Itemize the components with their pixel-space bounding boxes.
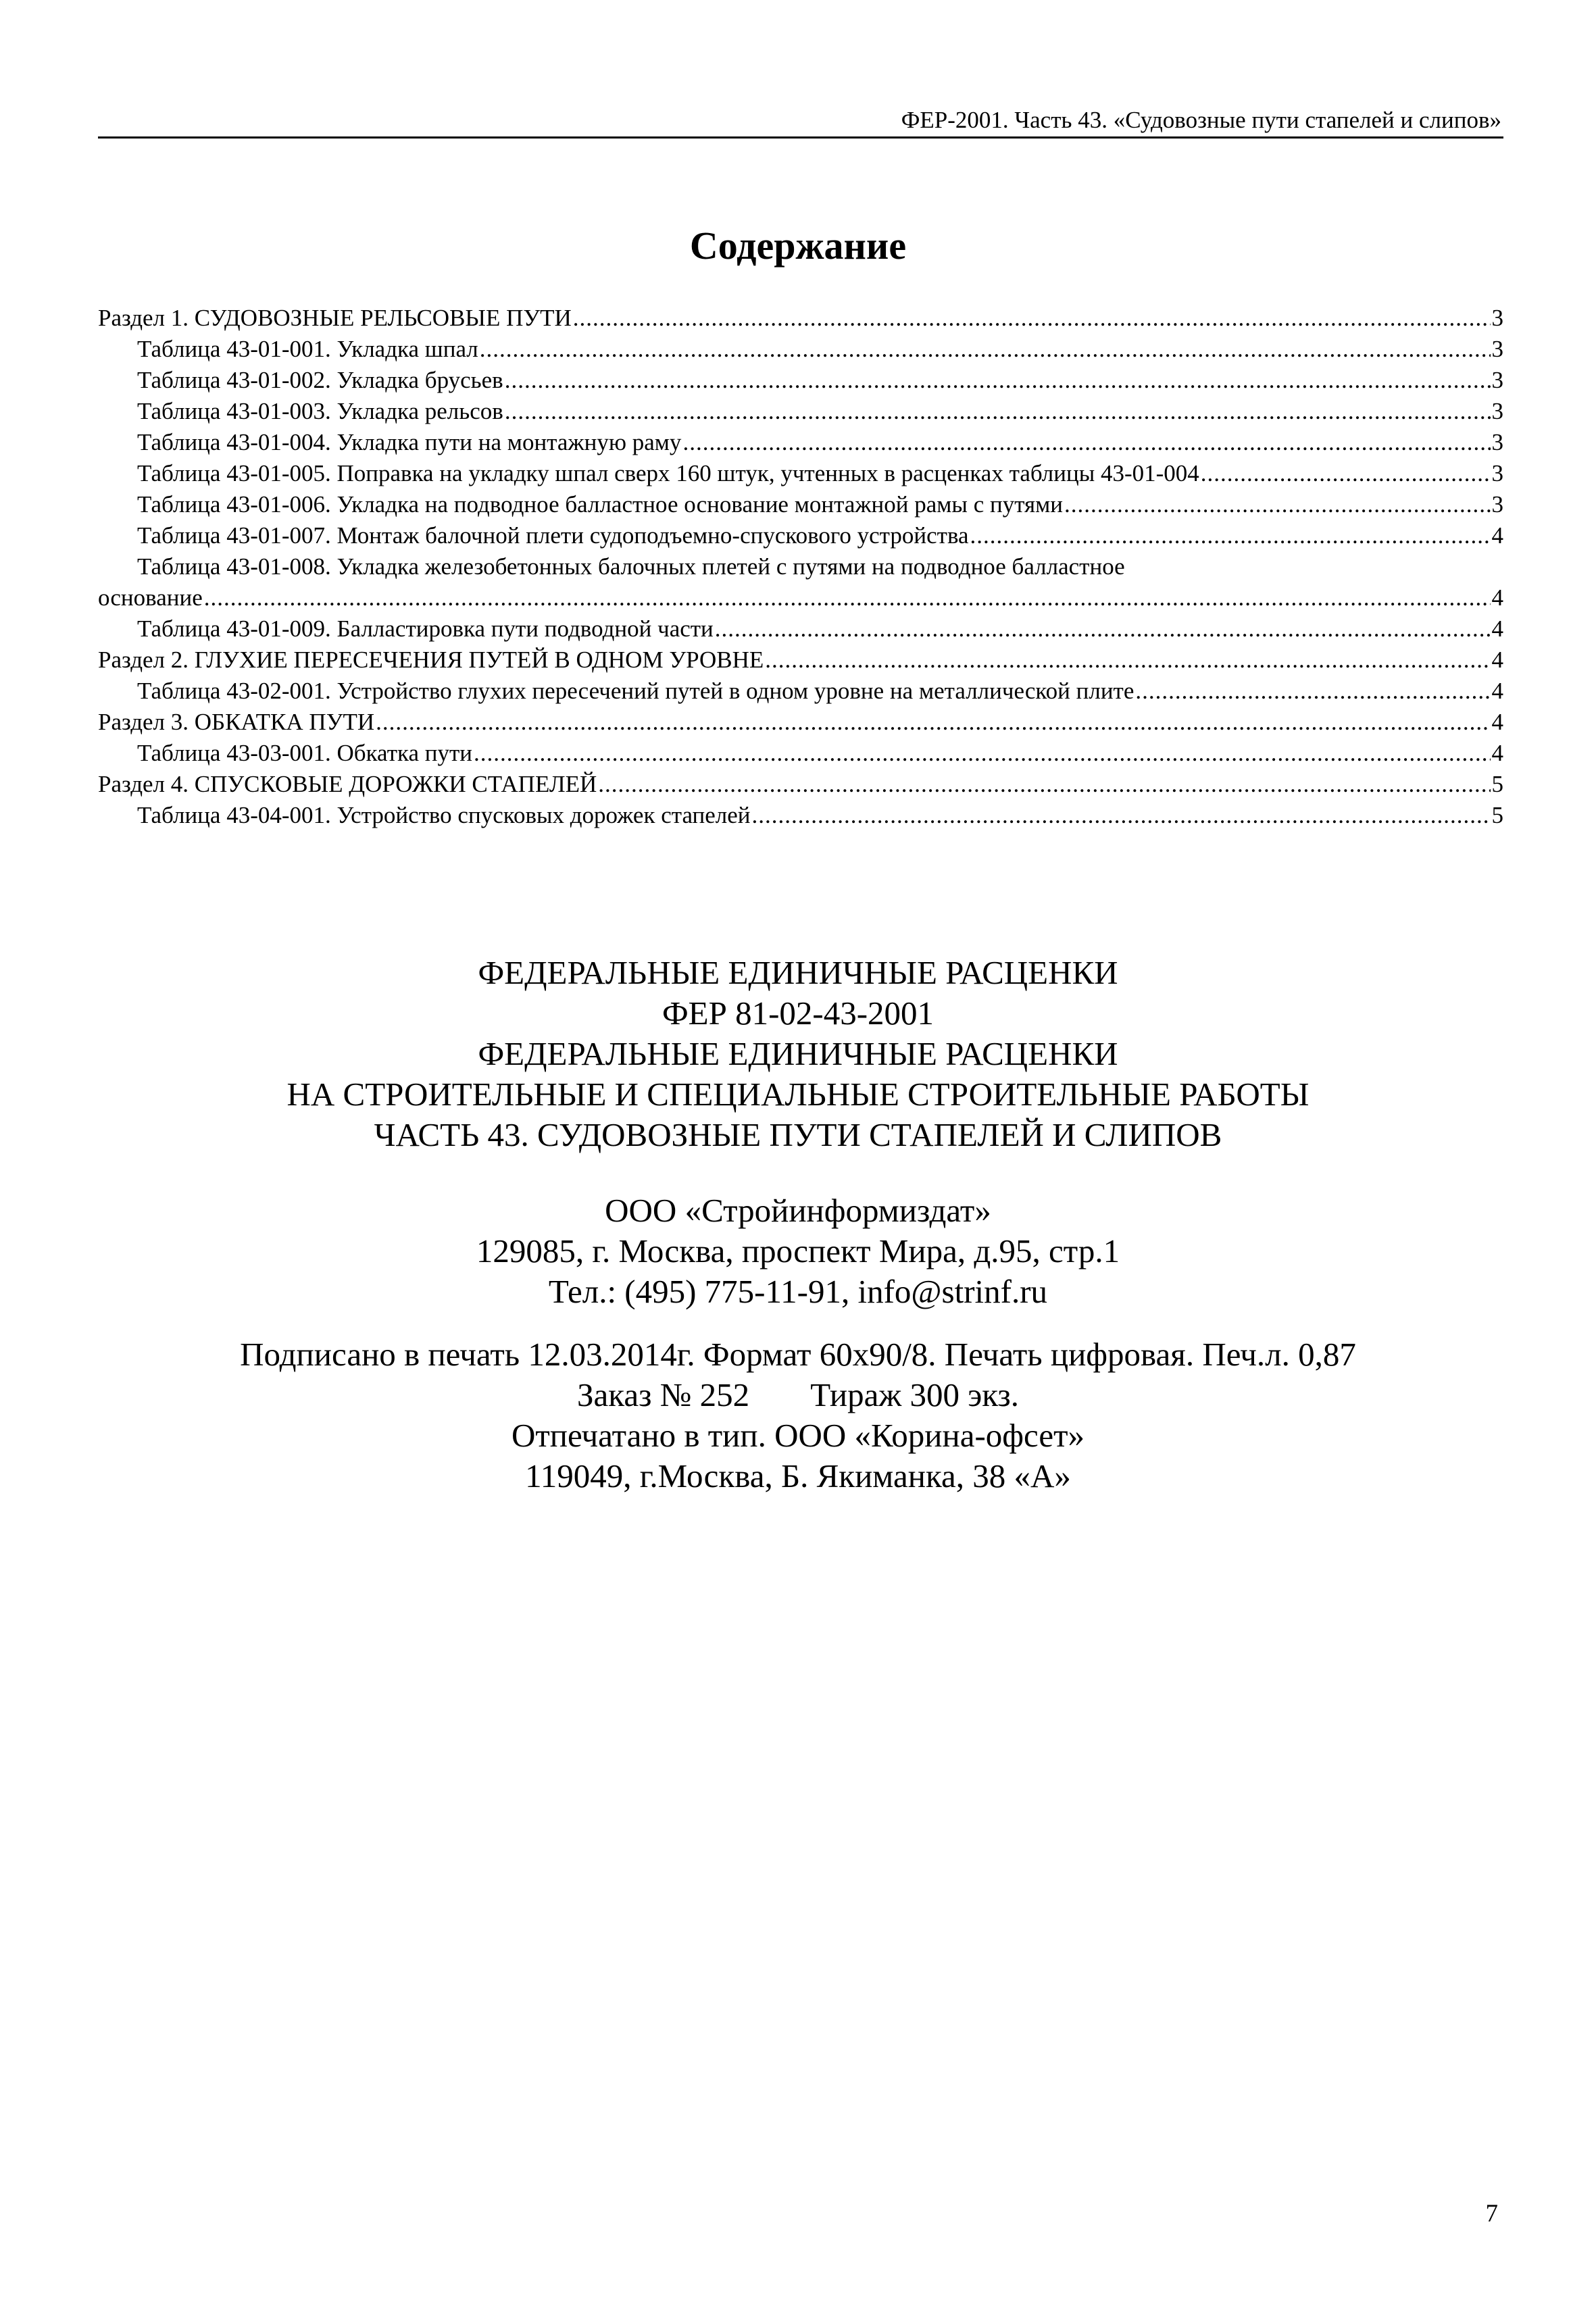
toc-entry-table-43-01-008[interactable]	[98, 551, 1503, 582]
header-divider	[98, 136, 1503, 139]
toc-entry-page: 3	[1491, 367, 1503, 393]
toc-entry-label: Таблица 43-01-001. Укладка шпал	[137, 336, 478, 362]
title-line: ФЕДЕРАЛЬНЫЕ ЕДИНИЧНЫЕ РАСЦЕНКИ	[478, 1035, 1118, 1072]
toc-leader-dots	[573, 303, 1491, 334]
toc-entry-label: Таблица 43-01-003. Укладка рельсов	[137, 398, 503, 424]
toc-entry-label: Таблица 43-01-007. Монтаж балочной плети судоподъемно-спускового устройства	[137, 522, 969, 549]
title-line: ЧАСТЬ 43. СУДОВОЗНЫЕ ПУТИ СТАПЕЛЕЙ И СЛИПОВ	[374, 1116, 1222, 1153]
imprint-order: Заказ № 252	[576, 1376, 750, 1413]
toc-entry-page: 5	[1491, 771, 1503, 797]
imprint-circulation: Тираж 300 экз.	[810, 1376, 1020, 1413]
toc-leader-dots	[505, 396, 1491, 427]
toc-leader-dots	[1064, 489, 1490, 520]
toc-entry-page: 3	[1491, 460, 1503, 486]
toc-entry-table-43-01-003[interactable]	[98, 396, 1503, 427]
toc-entry-page: 4	[1491, 615, 1503, 642]
title-line: НА СТРОИТЕЛЬНЫЕ И СПЕЦИАЛЬНЫЕ СТРОИТЕЛЬНЫЕ РАБОТЫ	[286, 1076, 1310, 1113]
toc-leader-dots	[682, 427, 1490, 458]
toc-entry-label-line1: Таблица 43-01-008. Укладка железобетонных балочных плетей с путями на подводное балластное	[137, 553, 1125, 580]
publisher-block	[0, 1190, 1596, 1312]
toc-entry-section-3[interactable]	[98, 707, 1503, 738]
toc-entry-table-43-01-005[interactable]	[98, 458, 1503, 489]
running-header: ФЕР-2001. Часть 43. «Судовозные пути стапелей и слипов»	[901, 107, 1501, 133]
toc-entry-table-43-02-001[interactable]	[98, 676, 1503, 707]
toc-entry-page: 3	[1491, 336, 1503, 362]
document-title-block	[0, 953, 1596, 1155]
toc-entry-page: 4	[1491, 584, 1503, 611]
table-of-contents	[98, 303, 1503, 831]
imprint-printed-at: Отпечатано в тип. ООО «Корина-офсет»	[511, 1417, 1085, 1454]
toc-title: Содержание	[689, 224, 907, 268]
imprint-printer-address: 119049, г.Москва, Б. Якиманка, 38 «А»	[525, 1457, 1071, 1494]
imprint-block	[0, 1334, 1596, 1496]
toc-leader-dots	[598, 769, 1490, 800]
toc-leader-dots	[752, 800, 1491, 831]
publisher-contact: Тел.: (495) 775-11-91, info@strinf.ru	[548, 1273, 1048, 1310]
toc-entry-label: Таблица 43-04-001. Устройство спусковых дорожек стапелей	[137, 802, 751, 828]
toc-leader-dots	[1135, 676, 1490, 707]
toc-entry-label-line2: основание	[98, 584, 203, 611]
toc-leader-dots	[376, 707, 1490, 738]
toc-entry-table-43-01-007[interactable]	[98, 520, 1503, 551]
toc-entry-page: 4	[1491, 740, 1503, 766]
toc-entry-page: 3	[1491, 429, 1503, 455]
toc-leader-dots	[474, 738, 1491, 769]
toc-entry-section-1[interactable]	[98, 303, 1503, 334]
toc-entry-label: Таблица 43-01-009. Балластировка пути подводной части	[137, 615, 714, 642]
toc-entry-label: Раздел 2. ГЛУХИЕ ПЕРЕСЕЧЕНИЯ ПУТЕЙ В ОДНОМ УРОВНЕ	[98, 647, 764, 673]
toc-entry-table-43-01-001[interactable]	[98, 334, 1503, 365]
toc-entry-table-43-01-004[interactable]	[98, 427, 1503, 458]
toc-entry-table-43-01-006[interactable]	[98, 489, 1503, 520]
page-number: 7	[1485, 2200, 1498, 2228]
toc-leader-dots	[204, 582, 1491, 613]
title-code: ФЕР 81-02-43-2001	[662, 995, 934, 1032]
toc-entry-label: Таблица 43-02-001. Устройство глухих пересечений путей в одном уровне на металлической плите	[137, 678, 1134, 704]
toc-leader-dots	[970, 520, 1491, 551]
toc-entry-section-2[interactable]	[98, 645, 1503, 676]
toc-leader-dots	[505, 365, 1491, 396]
imprint-signed: Подписано в печать 12.03.2014г. Формат 60х90/8. Печать цифровая. Печ.л. 0,87	[240, 1336, 1356, 1373]
toc-leader-dots	[715, 613, 1491, 645]
imprint-order-line	[0, 1375, 1596, 1415]
title-line: ФЕДЕРАЛЬНЫЕ ЕДИНИЧНЫЕ РАСЦЕНКИ	[478, 954, 1118, 991]
toc-entry-label: Таблица 43-01-002. Укладка брусьев	[137, 367, 503, 393]
toc-entry-label: Раздел 3. ОБКАТКА ПУТИ	[98, 709, 375, 735]
toc-entry-page: 4	[1491, 647, 1503, 673]
toc-entry-page: 4	[1491, 709, 1503, 735]
toc-leader-dots	[480, 334, 1491, 365]
toc-entry-label: Раздел 1. СУДОВОЗНЫЕ РЕЛЬСОВЫЕ ПУТИ	[98, 305, 572, 331]
publisher-name: ООО «Стройинформиздат»	[605, 1192, 991, 1229]
toc-entry-label: Таблица 43-01-005. Поправка на укладку шпал сверх 160 штук, учтенных в расценках таблицы 43-01-004	[137, 460, 1199, 486]
toc-entry-table-43-01-009[interactable]	[98, 613, 1503, 645]
toc-leader-dots	[765, 645, 1490, 676]
toc-entry-table-43-03-001[interactable]	[98, 738, 1503, 769]
toc-entry-page: 3	[1491, 305, 1503, 331]
toc-entry-page: 3	[1491, 491, 1503, 518]
toc-entry-label: Раздел 4. СПУСКОВЫЕ ДОРОЖКИ СТАПЕЛЕЙ	[98, 771, 597, 797]
toc-leader-dots	[1201, 458, 1491, 489]
toc-entry-page: 4	[1491, 522, 1503, 549]
toc-entry-page: 4	[1491, 678, 1503, 704]
toc-entry-table-43-01-008-cont[interactable]	[98, 582, 1503, 613]
toc-entry-label: Таблица 43-01-004. Укладка пути на монтажную раму	[137, 429, 682, 455]
toc-entry-label: Таблица 43-03-001. Обкатка пути	[137, 740, 472, 766]
toc-entry-section-4[interactable]	[98, 769, 1503, 800]
toc-entry-label: Таблица 43-01-006. Укладка на подводное балластное основание монтажной рамы с путями	[137, 491, 1064, 518]
toc-entry-page: 3	[1491, 398, 1503, 424]
toc-entry-table-43-01-002[interactable]	[98, 365, 1503, 396]
publisher-address: 129085, г. Москва, проспект Мира, д.95, стр.1	[476, 1232, 1120, 1269]
toc-entry-page: 5	[1491, 802, 1503, 828]
toc-entry-table-43-04-001[interactable]	[98, 800, 1503, 831]
